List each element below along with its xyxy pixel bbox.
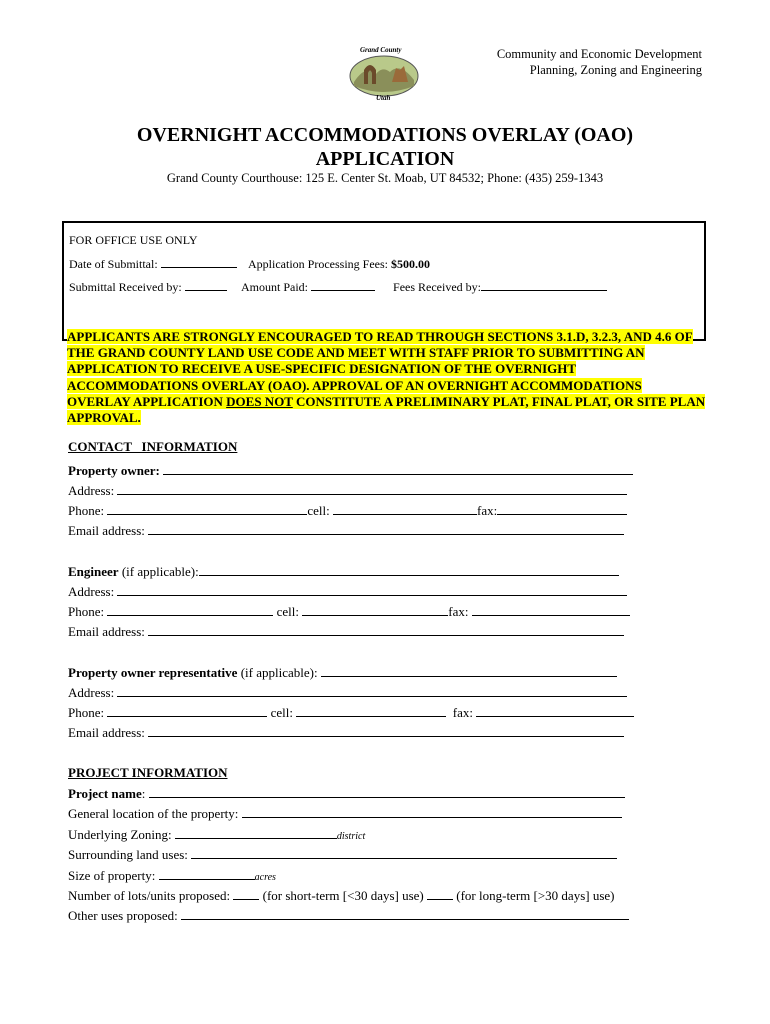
notice-underlined: DOES NOT: [226, 393, 293, 409]
title-line-1: OVERNIGHT ACCOMMODATIONS OVERLAY (OAO): [136, 124, 634, 146]
lots-label: Number of lots/units proposed:: [68, 888, 231, 903]
surrounding-label: Surrounding land uses:: [68, 847, 188, 862]
representative-phone-field[interactable]: [107, 704, 267, 717]
amount-paid-label: Amount Paid:: [241, 280, 309, 294]
engineer-fax-field[interactable]: [472, 603, 630, 616]
project-heading-text: PROJECT INFORMATION: [68, 765, 228, 780]
owner-email-row: [68, 522, 624, 539]
title-line-2: APPLICATION: [315, 148, 455, 170]
other-uses-field[interactable]: [181, 907, 629, 920]
department-header: [497, 46, 702, 78]
surrounding-field[interactable]: [191, 846, 617, 859]
logo-top-text: Grand County: [360, 46, 402, 54]
representative-phone-row: [68, 704, 634, 721]
engineer-email-row: [68, 623, 624, 640]
representative-phone-label: Phone:: [68, 705, 105, 720]
zoning-label: Underlying Zoning:: [68, 827, 172, 842]
representative-if-applicable: (if applicable):: [237, 665, 318, 680]
fees-received-field[interactable]: [481, 279, 607, 291]
engineer-label: Engineer: [68, 564, 119, 579]
engineer-field[interactable]: [199, 563, 619, 576]
project-name-row: [68, 785, 625, 802]
owner-fax-field[interactable]: [497, 502, 627, 515]
owner-row: [68, 462, 633, 479]
owner-fax-label: fax:: [477, 503, 498, 518]
courthouse-address: Grand County Courthouse: 125 E. Center St. Moab, UT 84532; Phone: (435) 259-1343: [166, 171, 604, 185]
other-uses-row: [68, 907, 629, 924]
owner-cell-label: cell:: [307, 503, 330, 518]
owner-cell-field[interactable]: [333, 502, 477, 515]
zoning-field[interactable]: [175, 826, 337, 839]
representative-fax-field[interactable]: [476, 704, 634, 717]
size-label: Size of property:: [68, 868, 156, 883]
engineer-email-label: Email address:: [68, 624, 145, 639]
location-row: [68, 805, 622, 822]
engineer-cell-field[interactable]: [302, 603, 448, 616]
representative-cell-label: cell:: [270, 705, 294, 720]
owner-phone-label: Phone:: [68, 503, 105, 518]
fees-received-label: Fees Received by:: [393, 280, 481, 294]
representative-field[interactable]: [321, 664, 617, 677]
project-heading: [68, 765, 228, 781]
size-field[interactable]: [159, 867, 255, 880]
engineer-address-field[interactable]: [117, 583, 627, 596]
engineer-address-row: [68, 583, 627, 600]
received-by-field[interactable]: [185, 279, 227, 291]
received-by-label: Submittal Received by:: [69, 280, 182, 294]
office-heading: FOR OFFICE USE ONLY: [69, 233, 198, 247]
date-of-submittal-field[interactable]: [161, 256, 237, 268]
office-row-2: [69, 279, 607, 295]
representative-email-row: [68, 724, 624, 741]
engineer-email-field[interactable]: [148, 623, 624, 636]
owner-phone-field[interactable]: [107, 502, 307, 515]
project-name-colon: :: [141, 786, 146, 801]
engineer-phone-label: Phone:: [68, 604, 105, 619]
dept-line-1: Community and Economic Development: [496, 47, 702, 61]
long-term-label: (for long-term [>30 days] use): [456, 888, 615, 903]
office-use-box: [62, 221, 706, 341]
engineer-cell-label: cell:: [276, 604, 300, 619]
engineer-row: [68, 563, 619, 580]
owner-field[interactable]: [163, 462, 633, 475]
owner-address-field[interactable]: [117, 482, 627, 495]
representative-row: [68, 664, 617, 681]
engineer-address-label: Address:: [68, 584, 115, 599]
location-field[interactable]: [242, 805, 622, 818]
representative-email-label: Email address:: [68, 725, 145, 740]
representative-label: Property owner representative: [68, 665, 238, 680]
surrounding-row: [68, 846, 617, 863]
notice-part-2: CONSTITUTE A PRELIMINARY PLAT, FINAL PLAT, OR SITE PLAN APPROVAL.: [67, 393, 706, 426]
other-uses-label: Other uses proposed:: [68, 908, 178, 923]
fees-value: $500.00: [390, 257, 430, 271]
short-term-lots-field[interactable]: [233, 887, 259, 900]
grand-county-logo: [346, 46, 422, 104]
location-label: General location of the property:: [68, 806, 239, 821]
page-title: [0, 123, 770, 171]
representative-fax-label: fax:: [452, 705, 473, 720]
owner-email-field[interactable]: [148, 522, 624, 535]
project-name-label: Project name: [68, 786, 142, 801]
size-row: [68, 867, 276, 886]
owner-phone-row: [68, 502, 627, 519]
owner-address-label: Address:: [68, 483, 115, 498]
engineer-fax-label: fax:: [448, 604, 469, 619]
office-row-1: [69, 256, 430, 272]
owner-address-row: [68, 482, 627, 499]
zoning-row: [68, 826, 365, 845]
engineer-phone-row: [68, 603, 630, 620]
size-suffix: acres: [254, 872, 276, 883]
contact-heading: [68, 439, 237, 455]
zoning-suffix: district: [336, 831, 366, 842]
owner-label: Property owner:: [68, 463, 160, 478]
owner-email-label: Email address:: [68, 523, 145, 538]
short-term-label: (for short-term [<30 days] use): [262, 888, 424, 903]
long-term-lots-field[interactable]: [427, 887, 453, 900]
engineer-if-applicable: (if applicable):: [118, 564, 199, 579]
date-of-submittal-label: Date of Submittal:: [69, 257, 158, 271]
fees-label: Application Processing Fees:: [248, 257, 388, 271]
representative-address-row: [68, 684, 627, 701]
dept-line-2: Planning, Zoning and Engineering: [529, 63, 702, 77]
amount-paid-field[interactable]: [311, 279, 375, 291]
representative-address-label: Address:: [68, 685, 115, 700]
logo-bottom-text: Utah: [376, 94, 391, 102]
notice-part-1: APPLICANTS ARE STRONGLY ENCOURAGED TO READ THROUGH SECTIONS 3.1.D, 3.2.3, AND 4.6 OF THE GRAND COUNTY LAND USE CODE AND MEET WITH STAFF PRIOR TO SUBMITTING AN APPLICATION TO RECEIVE A USE-SPECIFIC DESIGNATION OF THE OVERNIGHT ACCOMMODATIONS OVERLAY (OAO). APPROVAL OF AN OVERNIGHT ACCOMMODATIONS OVERLAY APPLICATION: [67, 329, 693, 409]
representative-address-field[interactable]: [117, 684, 627, 697]
representative-cell-field[interactable]: [296, 704, 446, 717]
lots-row: [68, 887, 615, 904]
applicant-notice: [67, 329, 707, 426]
contact-heading-text: CONTACT INFORMATION: [68, 439, 238, 454]
representative-email-field[interactable]: [148, 724, 624, 737]
engineer-phone-field[interactable]: [107, 603, 273, 616]
project-name-field[interactable]: [149, 785, 625, 798]
